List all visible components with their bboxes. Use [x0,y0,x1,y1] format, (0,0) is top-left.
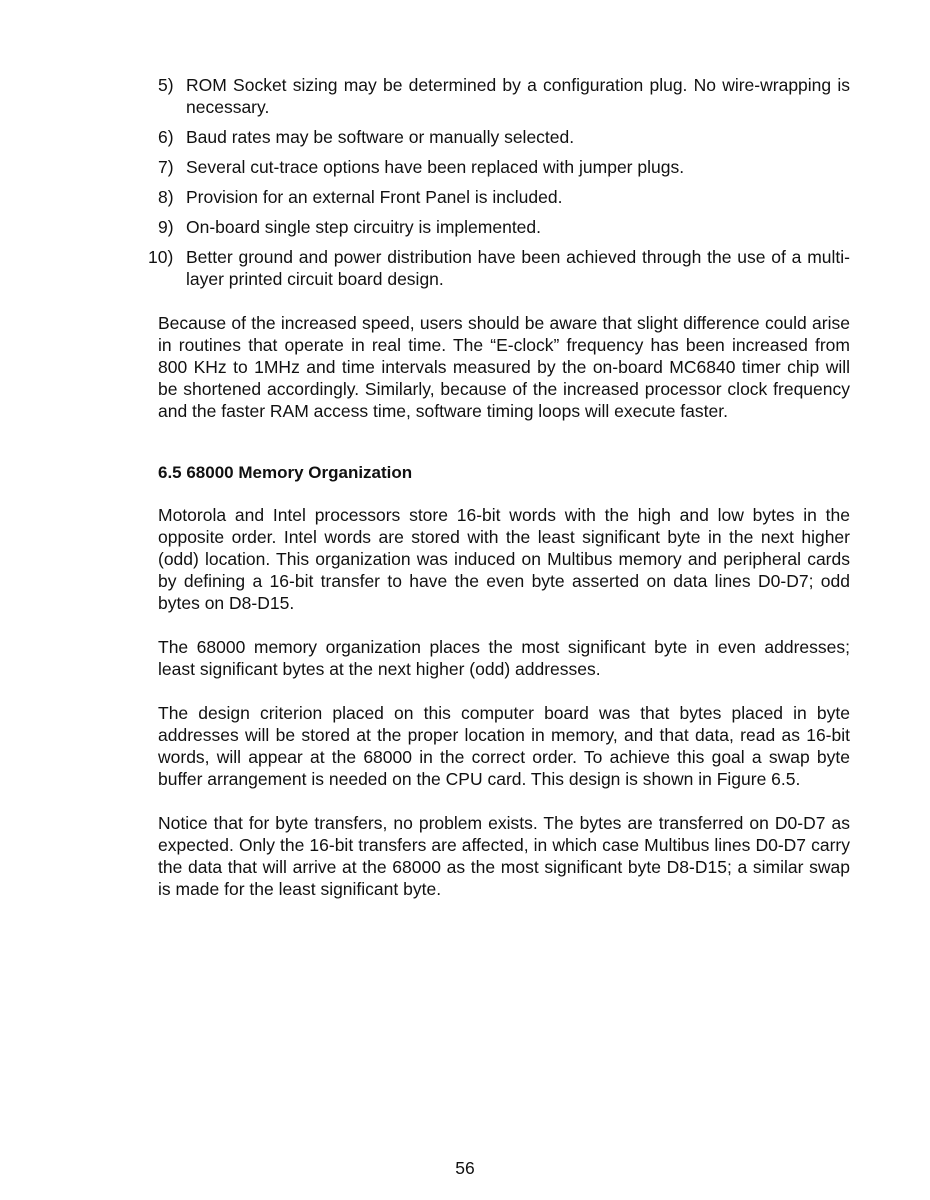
list-item-text: Better ground and power distribution have been achieved through the use of a multi-layer printed circuit board design. [186,247,850,289]
list-item [158,126,850,148]
speed-paragraph: Because of the increased speed, users should be aware that slight difference could arise in routines that operate in real time. The “E-clock” frequency has been increased from 800 KHz to 1MHz and time intervals measured by the on-board MC6840 timer chip will be shortened accordingly. Similarly, because of the increased processor clock frequency and the faster RAM access time, software timing loops will execute faster. [158,313,850,421]
list-item [158,186,850,208]
page-number: 56 [455,1158,475,1178]
list-item-number: 8) [158,187,174,207]
section-paragraph: Notice that for byte transfers, no problem exists. The bytes are transferred on D0-D7 as expected. Only the 16-bit transfers are affected, in which case Multibus lines D0-D7 carry the data that will arrive at the 68000 as the most significant byte D8-D15; a similar swap is made for the least significant byte. [158,813,850,899]
feature-list [148,74,850,290]
list-item-number: 5) [158,75,174,95]
section-paragraph: Motorola and Intel processors store 16-bit words with the high and low bytes in the opposite order. Intel words are stored with the least significant byte in the next higher (odd) location. This organization was induced on Multibus memory and peripheral cards by defining a 16-bit transfer to have the even byte asserted on data lines D0-D7; odd bytes on D8-D15. [158,505,850,613]
list-item-text: Baud rates may be software or manually selected. [186,127,575,147]
list-item-number: 7) [158,157,174,177]
section-heading: 6.5 68000 Memory Organization [158,463,413,482]
section-paragraph: The design criterion placed on this computer board was that bytes placed in byte addresses will be stored at the proper location in memory, and that data, read as 16-bit words, will appear at the 68000 in the correct order. To achieve this goal a swap byte buffer arrangement is needed on the CPU card. This design is shown in Figure 6.5. [158,703,850,789]
list-item-text: On-board single step circuitry is implemented. [186,217,542,237]
section-paragraph: The 68000 memory organization places the most significant byte in even addresses; least significant bytes at the next higher (odd) addresses. [158,637,850,679]
list-item-text: Provision for an external Front Panel is included. [186,187,563,207]
list-item [148,246,850,290]
list-item-text: ROM Socket sizing may be determined by a configuration plug. No wire-wrapping is necessary. [186,75,850,117]
list-item [158,156,850,178]
list-item-number: 10) [148,247,174,267]
list-item-text: Several cut-trace options have been replaced with jumper plugs. [186,157,685,177]
list-item-number: 6) [158,127,174,147]
page-content [148,74,850,900]
list-item-number: 9) [158,217,174,237]
list-item [158,74,850,118]
list-item [158,216,850,238]
